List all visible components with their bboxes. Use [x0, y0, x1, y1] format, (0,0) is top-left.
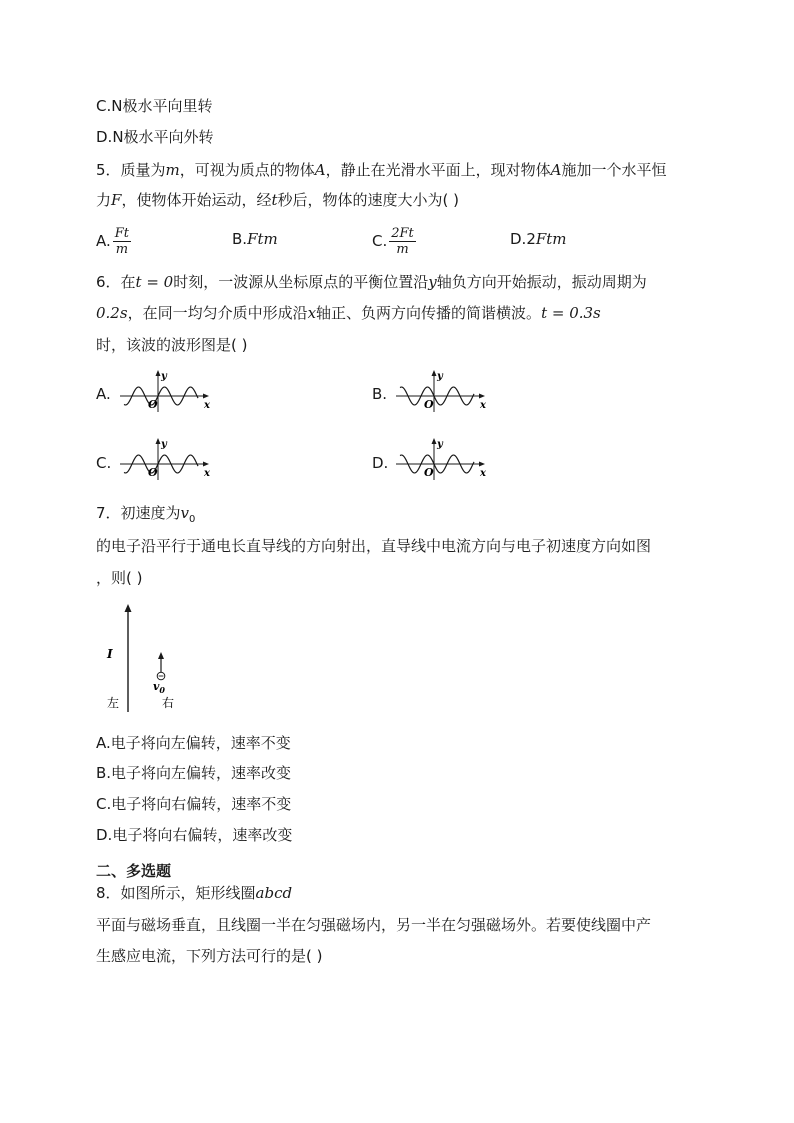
x-axis-label: x [480, 468, 486, 479]
velocity-label: $v_0$ [153, 680, 165, 695]
velocity-arrow-icon [158, 652, 164, 659]
q8-stem-line2: 平面与磁场垂直，且线圈一半在匀强磁场内，另一半在匀强磁场外。若要使线圈中产 [96, 916, 652, 934]
y-axis-arrow-icon [156, 438, 161, 444]
q6-option-c-wave-graph [116, 436, 216, 482]
q5-stem-line1: 5．质量为m，可视为质点的物体A，静止在光滑水平面上，现对物体A施加一个水平恒 [96, 161, 667, 179]
q6-stem-line2: 0.2s，在同一均匀介质中形成沿x轴正、负两方向传播的简谐横波。t = 0.3s [96, 304, 601, 322]
q5-option-a-fraction: $\frac{Ft}{m}$ [114, 226, 130, 257]
q6-option-d-wave-graph [392, 436, 492, 482]
x-axis-label: x [204, 400, 210, 411]
x-axis-label: x [204, 468, 210, 479]
y-axis-arrow-icon [156, 370, 161, 376]
current-arrow-icon [125, 604, 132, 612]
x-axis-arrow-icon [203, 394, 209, 399]
q6-option-d-label: D. [372, 454, 389, 472]
y-axis-label: y [161, 371, 167, 382]
origin-label: O [424, 466, 434, 479]
q5-option-a: A. $\frac{Ft}{m}$ [96, 226, 130, 257]
q6-option-c-label: C. [96, 454, 112, 472]
q7-option-c: C.电子将向右偏转，速率不变 [96, 795, 292, 813]
x-axis-arrow-icon [479, 462, 485, 467]
q6-option-b-wave-graph [392, 368, 492, 414]
q7-stem-line1: 7．初速度为$v_0$ [96, 504, 196, 525]
q6-option-a-wave-graph [116, 368, 216, 414]
q7-option-a: A.电子将向左偏转，速率不变 [96, 734, 291, 752]
q7-option-b: B.电子将向左偏转，速率改变 [96, 764, 292, 782]
current-label: I [107, 647, 113, 661]
origin-label: O [424, 398, 434, 411]
q5-stem-line2: 力F，使物体开始运动，经t秒后，物体的速度大小为( ) [96, 191, 459, 209]
q7-stem-line3: ，则( ) [96, 569, 143, 587]
q7-wire-figure [100, 600, 190, 718]
q4-option-c: C.N极水平向里转 [96, 97, 213, 115]
q6-option-b-label: B. [372, 385, 388, 403]
origin-label: O [148, 466, 158, 479]
y-axis-label: y [161, 439, 167, 450]
x-axis-label: x [480, 400, 486, 411]
q4-option-d: D.N极水平向外转 [96, 128, 214, 146]
q5-option-c-fraction: $\frac{2Ft}{m}$ [391, 226, 414, 257]
q7-option-d: D.电子将向右偏转，速率改变 [96, 826, 293, 844]
q5-option-d: D.2Ftm [510, 230, 567, 248]
q5-option-c: C. $\frac{2Ft}{m}$ [372, 226, 414, 257]
y-axis-label: y [437, 371, 443, 382]
q6-stem-line1: 6．在t = 0时刻，一波源从坐标原点的平衡位置沿y轴负方向开始振动，振动周期为 [96, 273, 647, 291]
q6-stem-line3: 时，该波的波形图是( ) [96, 336, 248, 354]
x-axis-arrow-icon [479, 394, 485, 399]
origin-label: O [148, 398, 158, 411]
y-axis-label: y [437, 439, 443, 450]
q5-option-b: B.Ftm [232, 230, 278, 248]
q8-stem-line3: 生感应电流，下列方法可行的是( ) [96, 947, 323, 965]
y-axis-arrow-icon [432, 438, 437, 444]
x-axis-arrow-icon [203, 462, 209, 467]
section-title-multiple-choice: 二、多选题 [96, 862, 172, 880]
q7-stem-line2: 的电子沿平行于通电长直导线的方向射出，直导线中电流方向与电子初速度方向如图 [96, 537, 652, 555]
left-label: 左 [107, 696, 120, 710]
q8-stem-line1: 8．如图所示，矩形线圈abcd [96, 884, 293, 902]
y-axis-arrow-icon [432, 370, 437, 376]
q6-option-a-label: A. [96, 385, 111, 403]
right-label: 右 [162, 696, 175, 710]
